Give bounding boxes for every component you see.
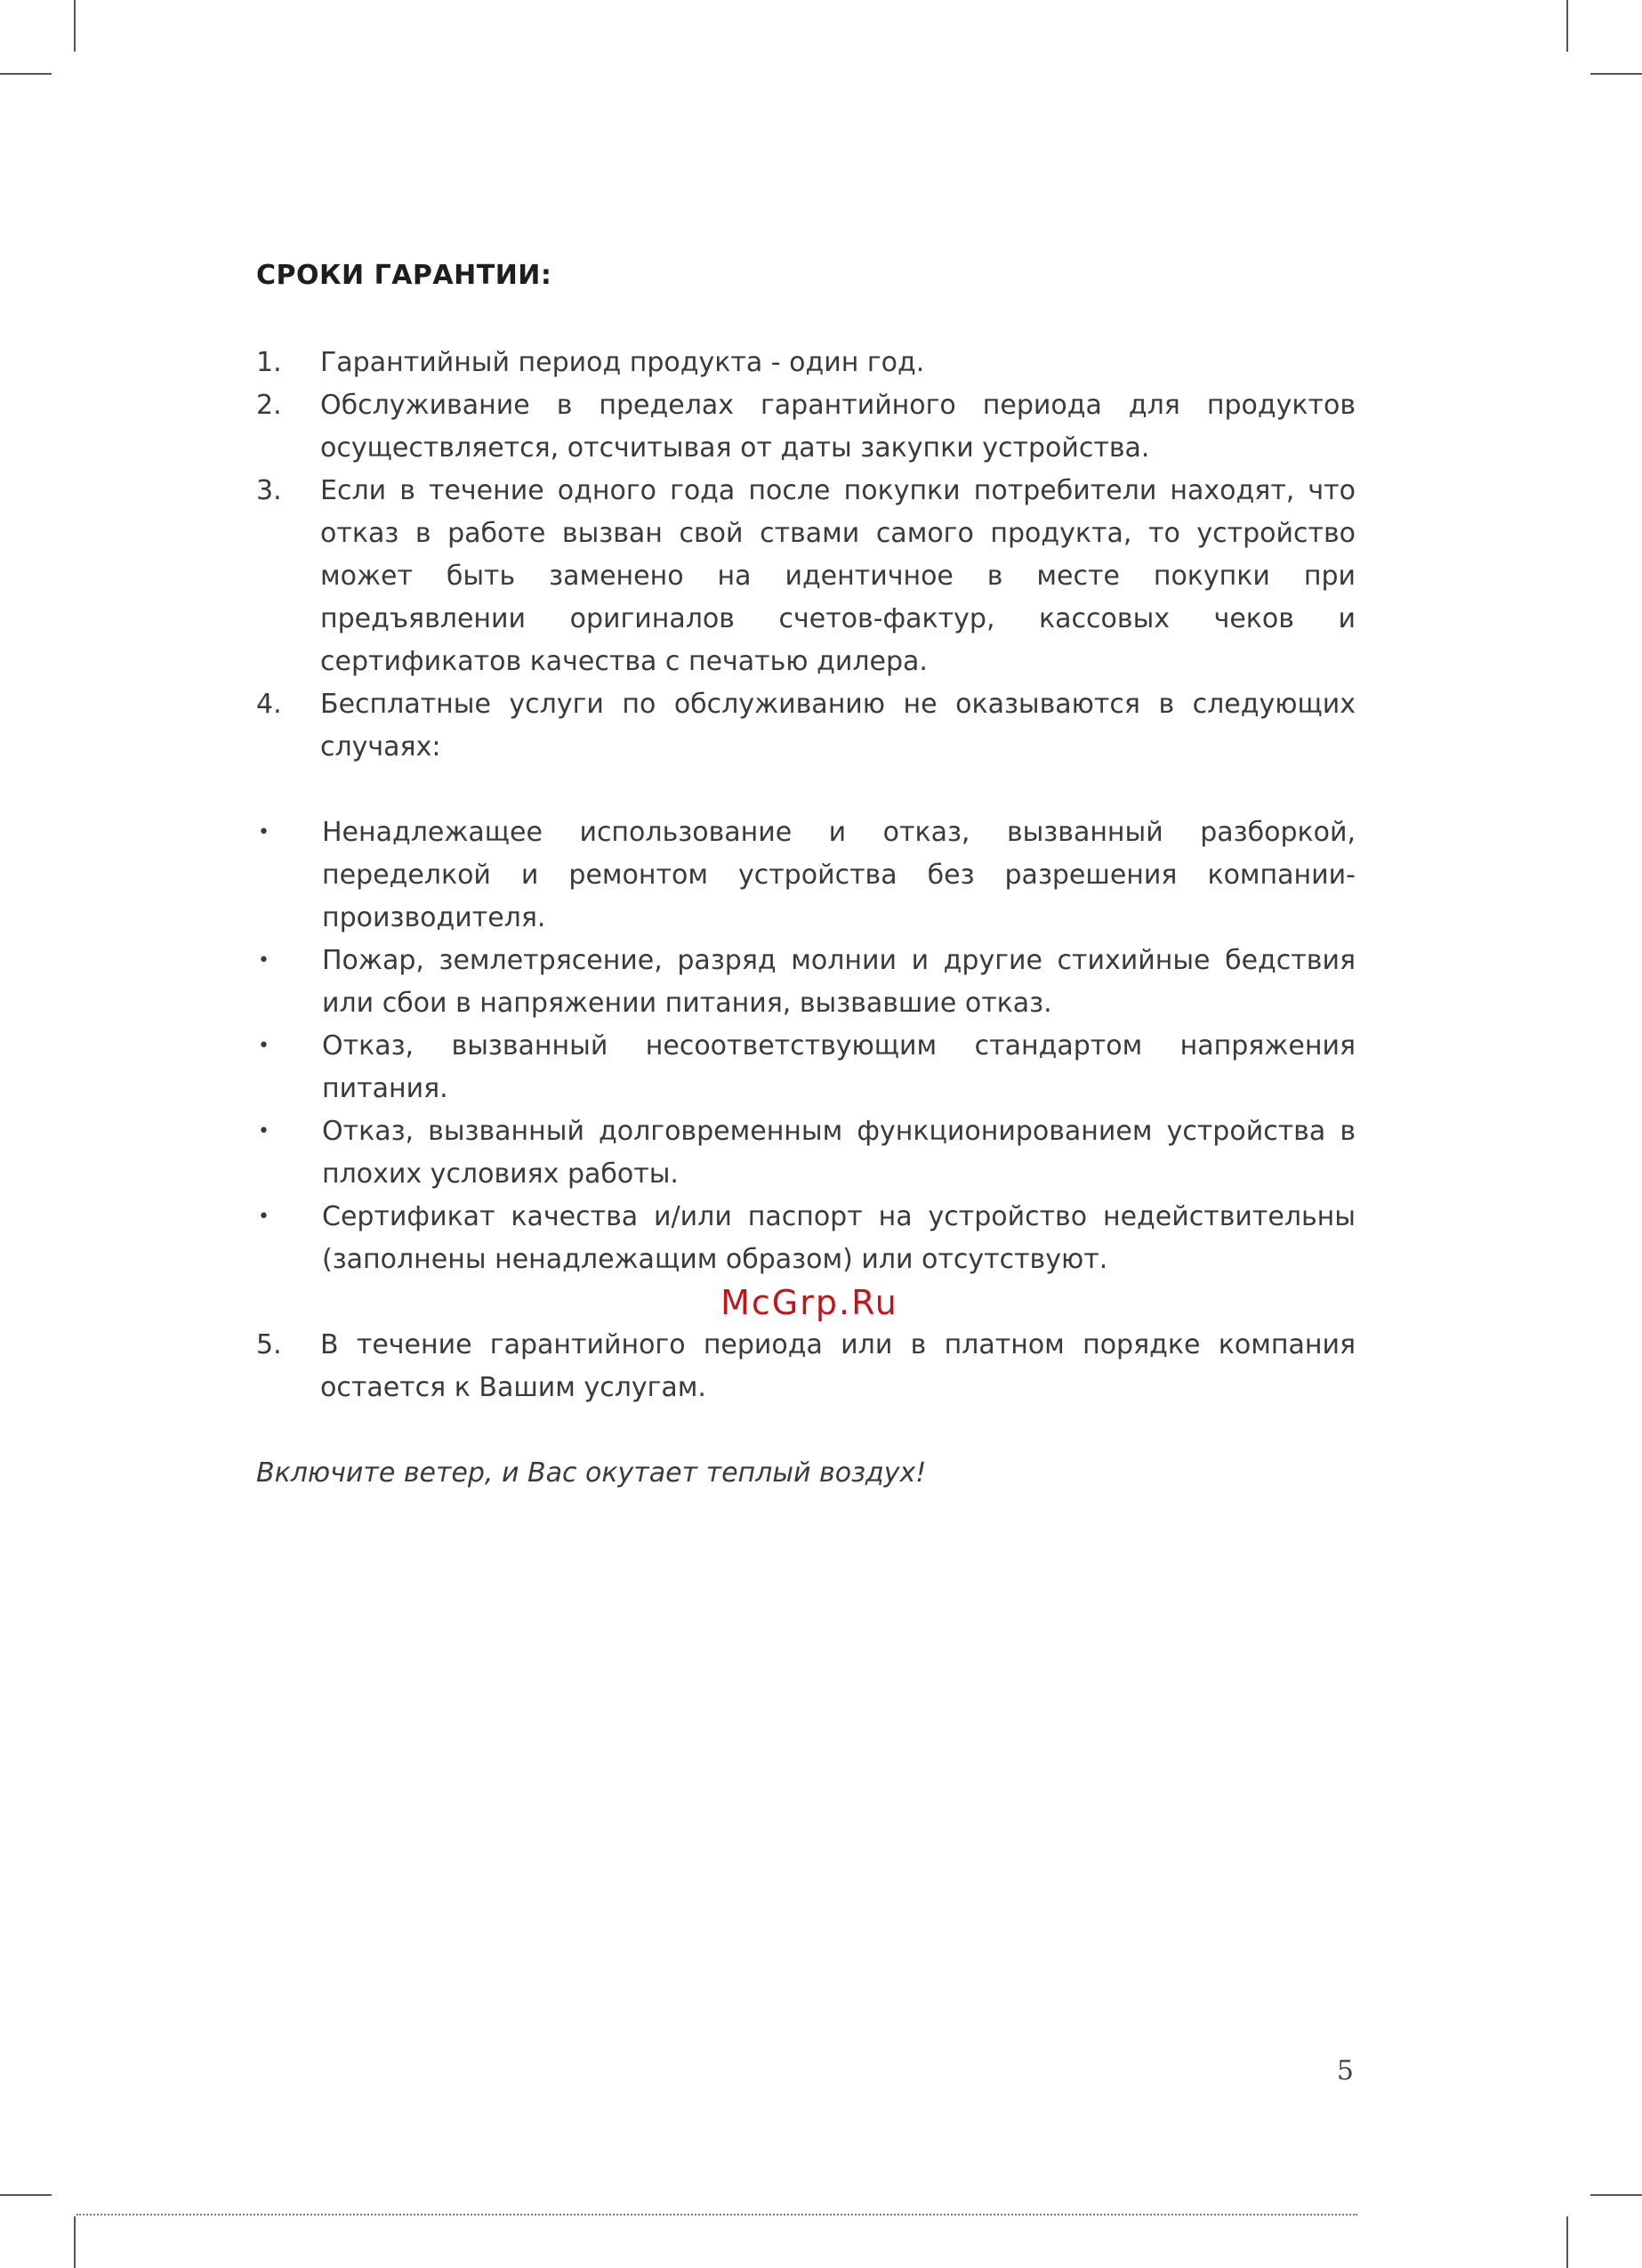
crop-mark xyxy=(1566,0,1568,52)
crop-mark xyxy=(74,2216,76,2268)
list-item-text: Гарантийный период продукта - один год. xyxy=(320,347,925,378)
page-number: 5 xyxy=(1336,2055,1354,2086)
list-item-text: В течение гарантийного периода или в платном порядке компания остается к Вашим услугам. xyxy=(320,1329,1356,1403)
crop-mark xyxy=(1566,2216,1568,2268)
page-content xyxy=(256,254,1356,1495)
bullet-item-text: Отказ, вызванный несоответствующим стандартом напряжения питания. xyxy=(322,1030,1356,1104)
list-number: 2. xyxy=(256,390,282,421)
bullet-icon: • xyxy=(258,1035,270,1057)
closing-slogan: Включите ветер, и Вас окутает теплый воздух! xyxy=(256,1457,927,1489)
list-number: 3. xyxy=(256,475,282,506)
bullet-icon: • xyxy=(258,1120,270,1142)
spacer xyxy=(256,769,1356,811)
list-item xyxy=(256,1324,1356,1409)
bullet-item-text: Пожар, землетрясение, разряд молнии и другие стихийные бедствия или сбои в напряжении питания, вызвавшие отказ. xyxy=(322,945,1356,1019)
crop-mark xyxy=(1590,2194,1642,2196)
bullet-item-text: Отказ, вызванный долговременным функционированием устройства в плохих условиях работы. xyxy=(322,1116,1356,1190)
bullet-item xyxy=(256,1110,1356,1196)
bullet-item xyxy=(256,940,1356,1025)
list-number: 1. xyxy=(256,347,282,378)
crop-mark xyxy=(74,0,76,52)
bullet-icon: • xyxy=(258,1206,270,1228)
bullet-icon: • xyxy=(258,949,270,972)
crop-mark xyxy=(1590,73,1642,75)
numbered-list-continued xyxy=(256,1324,1356,1409)
list-number: 5. xyxy=(256,1329,282,1360)
list-number: 4. xyxy=(256,689,282,720)
list-item xyxy=(256,342,1356,384)
page-heading: СРОКИ ГАРАНТИИ: xyxy=(256,260,552,291)
watermark: McGrp.Ru xyxy=(720,1283,898,1322)
list-item-text: Обслуживание в пределах гарантийного периода для продуктов осуществляется, отсчитывая от даты закупки устройства. xyxy=(320,390,1356,464)
crop-mark xyxy=(0,2194,52,2196)
bullet-icon: • xyxy=(258,821,270,843)
list-item xyxy=(256,683,1356,769)
list-item-text: Бесплатные услуги по обслуживанию не оказываются в следующих случаях: xyxy=(320,689,1356,763)
list-item xyxy=(256,384,1356,470)
bullet-item xyxy=(256,1196,1356,1281)
crop-mark xyxy=(0,73,52,75)
bullet-list xyxy=(256,811,1356,1281)
list-item-text: Если в течение одного года после покупки потребители находят, что отказ в работе вызван свой ствами самого продукта, то устройство может быть заменено на идентичное в месте покупки при предъявлении оригиналов счетов-фактур, кассовых чеков и сертификатов качества с печатью дилера. xyxy=(320,475,1356,677)
list-item xyxy=(256,470,1356,683)
bullet-item xyxy=(256,1025,1356,1110)
bullet-item xyxy=(256,811,1356,940)
bullet-item-text: Сертификат качества и/или паспорт на устройство недействительны (заполнены ненадлежащим образом) или отсутствуют. xyxy=(322,1201,1356,1275)
dotted-divider xyxy=(76,2214,1357,2216)
bullet-item-text: Ненадлежащее использование и отказ, вызванный разборкой, переделкой и ремонтом устройства без разрешения компании-производителя. xyxy=(322,817,1356,933)
numbered-list xyxy=(256,342,1356,769)
